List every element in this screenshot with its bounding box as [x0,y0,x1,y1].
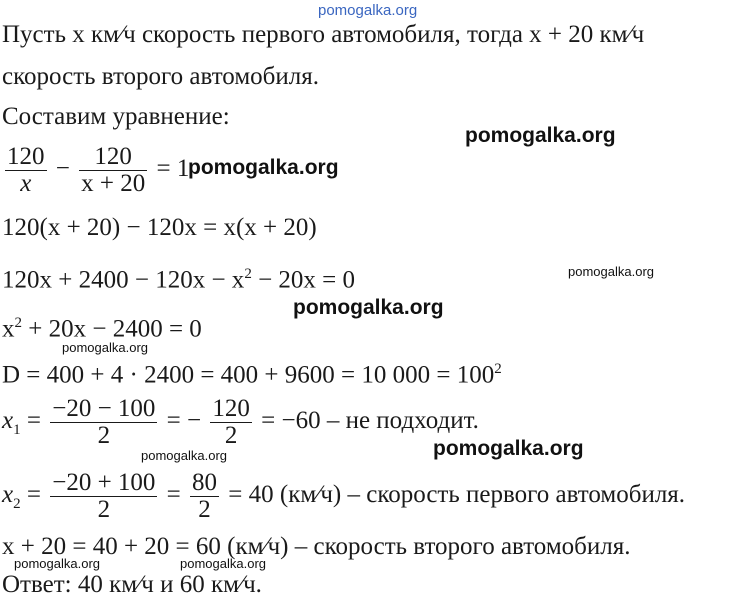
exponent: 2 [494,361,502,377]
watermark-7: pomogalka.org [141,448,227,463]
equals-sign: = [26,481,41,509]
answer-line: Ответ: 40 км⁄ч и 60 км⁄ч. [2,571,262,598]
fraction-denominator: 2 [97,496,111,523]
equation-2: 120(x + 20) − 120x = x(x + 20) [2,214,317,241]
fraction-denominator: 2 [198,496,211,523]
minus-sign: − [55,155,70,183]
setup-heading: Составим уравнение: [2,103,230,130]
fraction-x1-simplified [210,396,252,449]
x1-result: = −60 – не подходит. [261,407,479,435]
second-car-speed-line: x + 20 = 40 + 20 = 60 (км⁄ч) – скорость второго автомобиля. [2,533,631,560]
fraction-numerator: 80 [192,469,218,496]
root-x1-line [2,396,479,449]
fraction-120-over-x [5,144,47,197]
fraction-x1 [50,396,157,449]
fraction-x2-simplified [190,470,219,523]
watermark-2: pomogalka.org [188,156,339,179]
fraction-numerator: −20 − 100 [52,395,156,422]
fraction-x2 [50,470,157,523]
equation-4-part-a: x [2,315,15,343]
fraction-denominator: 2 [224,422,238,449]
x2-middle: = [166,481,181,509]
equation-3-part-a: 120x + 2400 − 120x − x [2,266,245,294]
watermark-4: pomogalka.org [293,296,444,319]
fraction-denominator: x [20,170,32,197]
fraction-numerator: 120 [79,144,147,171]
equation-3-part-b: − 20x = 0 [251,266,356,294]
fraction-120-over-x-plus-20 [79,144,147,197]
fraction-denominator: x + 20 [81,170,146,197]
equals-sign: = [26,407,41,435]
equation-1 [2,144,189,197]
watermark-1: pomogalka.org [465,124,616,147]
x2-result: = 40 (км⁄ч) – скорость первого автомобиля. [228,481,686,509]
equation-rhs: = 1 [156,155,190,183]
problem-line-2: скорость второго автомобиля. [2,63,319,90]
exponent: 2 [14,315,22,331]
root-x1-label: $x_1$ [2,407,21,439]
watermark-3: pomogalka.org [568,264,654,279]
watermark-9: pomogalka.org [180,556,266,571]
root-x2-line [2,470,685,523]
x1-middle: = − [166,407,202,435]
discriminant-line [2,354,502,390]
fraction-denominator: 2 [97,422,111,449]
root-x2-label: $x_2$ [2,481,21,513]
problem-line-1: Пусть x км⁄ч скорость первого автомобиля, тогда x + 20 км⁄ч [2,21,645,48]
equation-4-part-b: + 20x − 2400 = 0 [22,315,202,343]
fraction-numerator: 120 [212,395,250,422]
watermark-8: pomogalka.org [14,556,100,571]
discriminant-expression: D = 400 + 4 · 2400 = 400 + 9600 = 10 000 = 100 [2,361,495,389]
watermark-5: pomogalka.org [62,340,148,355]
exponent: 2 [244,266,252,282]
fraction-numerator: −20 + 100 [52,469,156,496]
equation-3 [2,259,355,295]
watermark-top: pomogalka.org [318,2,418,19]
fraction-numerator: 120 [7,143,45,170]
watermark-6: pomogalka.org [433,437,584,460]
equation-4 [2,308,202,344]
